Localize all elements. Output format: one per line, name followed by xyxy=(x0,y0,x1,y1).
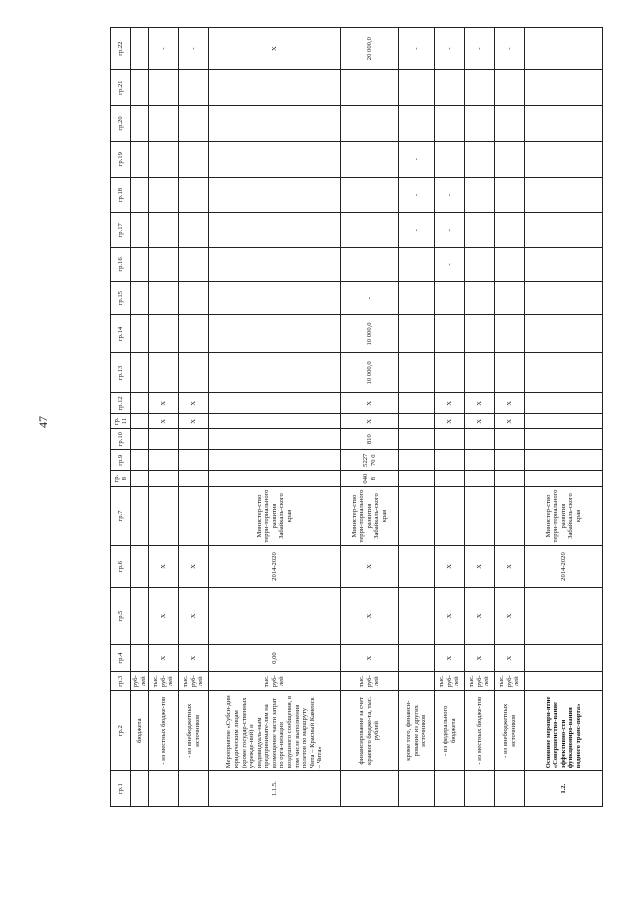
table-row xyxy=(465,28,495,807)
table-cell xyxy=(495,353,525,393)
table-cell: - xyxy=(399,141,435,177)
table-cell xyxy=(131,353,149,393)
table-cell: X xyxy=(179,644,209,671)
header-cell: гр.14 xyxy=(111,315,131,353)
table-cell xyxy=(399,672,435,691)
table-cell: - xyxy=(399,177,435,213)
table-cell: 2014-2020 xyxy=(209,545,341,587)
table-cell xyxy=(209,281,341,315)
table-cell: X xyxy=(465,545,495,587)
table-cell: X xyxy=(435,644,465,671)
table-cell xyxy=(435,771,465,807)
table-cell: Министер-ство терри-ториального развития Забайкаль-ского края xyxy=(209,487,341,546)
header-cell: гр.1 xyxy=(111,771,131,807)
table-cell xyxy=(209,588,341,645)
table-cell xyxy=(131,393,149,414)
table-cell xyxy=(209,70,341,106)
table-cell: X xyxy=(495,644,525,671)
table-cell: - xyxy=(465,28,495,70)
table-cell xyxy=(435,141,465,177)
table-cell xyxy=(179,281,209,315)
table-cell xyxy=(495,471,525,487)
table-cell xyxy=(525,429,603,450)
table-cell xyxy=(525,213,603,248)
table-cell xyxy=(341,213,399,248)
table-row xyxy=(341,28,399,807)
table-cell xyxy=(399,315,435,353)
table-cell xyxy=(525,177,603,213)
table-row xyxy=(525,28,603,807)
table-cell xyxy=(399,487,435,546)
table-cell xyxy=(525,414,603,429)
table-cell xyxy=(399,450,435,471)
table-cell xyxy=(149,70,179,106)
table-cell xyxy=(179,450,209,471)
table-cell xyxy=(131,545,149,587)
table-cell xyxy=(179,213,209,248)
table-cell xyxy=(465,315,495,353)
item-number: 1.1.5. xyxy=(209,771,341,807)
table-cell xyxy=(465,487,495,546)
table-cell: 0,00 xyxy=(209,644,341,671)
table-cell: X xyxy=(149,588,179,645)
table-cell xyxy=(495,450,525,471)
table-cell xyxy=(525,393,603,414)
table-cell xyxy=(149,315,179,353)
header-cell: гр.3 xyxy=(111,672,131,691)
header-cell: гр.21 xyxy=(111,70,131,106)
table-cell: X xyxy=(341,644,399,671)
table-cell xyxy=(495,487,525,546)
table-cell: X xyxy=(465,588,495,645)
table-cell: - из местных бюдже-тов xyxy=(465,691,495,771)
table-cell xyxy=(131,177,149,213)
table-cell: X xyxy=(435,414,465,429)
table-cell: X xyxy=(149,393,179,414)
table-cell xyxy=(149,353,179,393)
table-cell: тыс. руб-лей xyxy=(149,672,179,691)
table-cell xyxy=(131,315,149,353)
header-row xyxy=(111,28,131,807)
table-cell xyxy=(149,471,179,487)
table-cell xyxy=(399,70,435,106)
item-number: 1.2. xyxy=(525,771,603,807)
table-cell xyxy=(149,106,179,142)
table-cell: X xyxy=(465,414,495,429)
table-cell xyxy=(209,106,341,142)
table-cell: X xyxy=(495,393,525,414)
table-cell xyxy=(149,177,179,213)
table-cell xyxy=(149,771,179,807)
table-cell xyxy=(131,106,149,142)
table-cell xyxy=(525,70,603,106)
table-cell: - xyxy=(399,28,435,70)
table-cell: - xyxy=(435,213,465,248)
table-cell xyxy=(131,414,149,429)
table-cell xyxy=(149,281,179,315)
table-cell xyxy=(179,353,209,393)
table-cell xyxy=(495,429,525,450)
table-cell xyxy=(465,177,495,213)
table-cell xyxy=(209,315,341,353)
table-cell: тыс. руб-лей xyxy=(435,672,465,691)
table-cell xyxy=(495,177,525,213)
table-cell: - из внебюджетных источников xyxy=(179,691,209,771)
table-cell xyxy=(131,141,149,177)
table-cell xyxy=(179,429,209,450)
table-cell xyxy=(399,353,435,393)
header-cell: гр.8 xyxy=(111,471,131,487)
table-cell xyxy=(131,450,149,471)
table-cell: X xyxy=(341,545,399,587)
table-cell: Министер-ство терри-ториального развития Забайкаль-ского края xyxy=(525,487,603,546)
table-row xyxy=(435,28,465,807)
table-cell xyxy=(435,487,465,546)
table-cell xyxy=(399,588,435,645)
header-cell: гр.7 xyxy=(111,487,131,546)
table-cell xyxy=(495,70,525,106)
table-cell xyxy=(209,213,341,248)
table-cell xyxy=(209,248,341,282)
table-cell xyxy=(399,429,435,450)
header-cell: гр.12 xyxy=(111,393,131,414)
table-cell xyxy=(435,353,465,393)
table-cell xyxy=(131,248,149,282)
table-cell xyxy=(179,177,209,213)
header-cell: гр.19 xyxy=(111,141,131,177)
table-cell xyxy=(525,315,603,353)
page-number: 47 xyxy=(36,416,50,428)
rotated-table-container xyxy=(110,27,583,807)
table-cell: X xyxy=(209,28,341,70)
table-cell: - xyxy=(435,248,465,282)
table-cell xyxy=(525,644,603,671)
table-cell xyxy=(525,141,603,177)
table-cell xyxy=(149,248,179,282)
header-cell: гр.20 xyxy=(111,106,131,142)
table-cell xyxy=(435,70,465,106)
table-cell: X xyxy=(465,644,495,671)
table-cell: финансирование за счет краевого бюдже-та, тыс. рублей xyxy=(341,691,399,771)
table-cell: X xyxy=(495,545,525,587)
table-cell xyxy=(465,471,495,487)
table-cell: - из федерального бюджета xyxy=(435,691,465,771)
table-cell xyxy=(525,281,603,315)
table-cell: Мероприятие «Субси-дии юридическим лицам (кроме государ-ственных учрежде-ний) и индивидуаль-ным предпринимате-лям на возмещение части затрат по орга-низации воздушного сообщения, в том числе выполнения полетов по маршруту Чита – Красный Каменск – Чита» xyxy=(209,691,341,771)
table-cell xyxy=(131,487,149,546)
table-cell xyxy=(465,141,495,177)
header-cell: гр.9 xyxy=(111,450,131,471)
table-cell xyxy=(465,353,495,393)
table-cell xyxy=(495,141,525,177)
table-cell xyxy=(179,771,209,807)
table-cell: 20 000,0 xyxy=(341,28,399,70)
table-cell: X xyxy=(435,588,465,645)
table-cell xyxy=(131,771,149,807)
table-cell xyxy=(399,771,435,807)
table-cell xyxy=(465,213,495,248)
table-row xyxy=(179,28,209,807)
table-cell xyxy=(149,487,179,546)
table-cell xyxy=(341,248,399,282)
table-cell xyxy=(525,471,603,487)
table-row xyxy=(209,28,341,807)
table-cell: X xyxy=(435,545,465,587)
table-cell xyxy=(179,106,209,142)
table-cell: 10 000,0 xyxy=(341,353,399,393)
table-cell xyxy=(495,281,525,315)
table-cell xyxy=(525,672,603,691)
table-cell xyxy=(495,106,525,142)
table-cell: тыс. руб-лей xyxy=(209,672,341,691)
header-cell: гр.4 xyxy=(111,644,131,671)
header-cell: гр.2 xyxy=(111,691,131,771)
table-cell xyxy=(525,353,603,393)
table-cell: - xyxy=(399,213,435,248)
table-cell xyxy=(149,141,179,177)
table-cell xyxy=(525,28,603,70)
table-cell xyxy=(149,213,179,248)
table-cell: кроме того, финанси-рование из других источников xyxy=(399,691,435,771)
table-cell xyxy=(341,70,399,106)
table-cell xyxy=(399,644,435,671)
table-cell: - xyxy=(179,28,209,70)
table-cell xyxy=(465,771,495,807)
header-cell: гр.22 xyxy=(111,28,131,70)
table-cell xyxy=(131,644,149,671)
header-cell: гр.15 xyxy=(111,281,131,315)
table-cell xyxy=(525,450,603,471)
table-cell: руб-лей xyxy=(131,672,149,691)
program-funding-table xyxy=(110,27,603,807)
header-cell: гр.11 xyxy=(111,414,131,429)
table-cell: X xyxy=(465,393,495,414)
table-cell: 0408 xyxy=(341,471,399,487)
table-cell xyxy=(525,248,603,282)
table-cell xyxy=(341,771,399,807)
table-cell: бюджета xyxy=(131,691,149,771)
table-cell xyxy=(179,70,209,106)
table-cell: X xyxy=(179,588,209,645)
table-cell xyxy=(435,315,465,353)
table-cell: тыс. руб-лей xyxy=(179,672,209,691)
table-cell xyxy=(465,106,495,142)
table-cell: X xyxy=(149,414,179,429)
table-cell: X xyxy=(341,393,399,414)
table-cell: 2014-2020 xyxy=(525,545,603,587)
table-cell: 810 xyxy=(341,429,399,450)
table-cell xyxy=(341,177,399,213)
table-cell xyxy=(131,588,149,645)
table-cell xyxy=(495,315,525,353)
table-cell xyxy=(399,471,435,487)
table-cell xyxy=(435,106,465,142)
table-cell xyxy=(435,471,465,487)
table-cell: - xyxy=(435,177,465,213)
table-cell xyxy=(495,248,525,282)
table-cell xyxy=(435,281,465,315)
header-cell: гр.10 xyxy=(111,429,131,450)
table-cell xyxy=(399,393,435,414)
table-cell xyxy=(495,771,525,807)
table-cell xyxy=(465,450,495,471)
table-cell xyxy=(131,471,149,487)
table-cell xyxy=(209,471,341,487)
table-cell: Основное меропри-ятие «Совершенство-вание эффективно-сти функциониро-вания водного транс-порта» xyxy=(525,691,603,771)
table-cell: X xyxy=(435,393,465,414)
table-cell: X xyxy=(149,545,179,587)
table-cell xyxy=(179,315,209,353)
table-cell xyxy=(399,106,435,142)
table-cell xyxy=(179,141,209,177)
table-cell: X xyxy=(149,644,179,671)
table-cell xyxy=(209,414,341,429)
table-cell xyxy=(525,588,603,645)
table-cell: X xyxy=(179,545,209,587)
table-cell xyxy=(465,248,495,282)
table-cell xyxy=(399,545,435,587)
table-cell: - xyxy=(149,28,179,70)
table-cell: тыс. руб-лей xyxy=(495,672,525,691)
table-cell xyxy=(465,429,495,450)
table-cell: тыс. руб-лей xyxy=(465,672,495,691)
table-cell xyxy=(179,248,209,282)
header-cell: гр.16 xyxy=(111,248,131,282)
table-cell: тыс. руб-лей xyxy=(341,672,399,691)
table-cell: X xyxy=(341,588,399,645)
table-cell xyxy=(465,281,495,315)
table-cell xyxy=(435,429,465,450)
table-cell: - из внебюджетных источников xyxy=(495,691,525,771)
table-cell xyxy=(495,213,525,248)
table-cell xyxy=(399,414,435,429)
table-cell xyxy=(131,429,149,450)
table-cell xyxy=(435,450,465,471)
table-cell xyxy=(399,281,435,315)
table-cell xyxy=(209,353,341,393)
table-cell: - xyxy=(341,281,399,315)
table-cell xyxy=(465,70,495,106)
table-cell: - xyxy=(495,28,525,70)
table-cell xyxy=(149,450,179,471)
table-cell: X xyxy=(179,414,209,429)
table-cell xyxy=(399,248,435,282)
table-cell: - xyxy=(435,28,465,70)
table-cell xyxy=(179,487,209,546)
header-cell: гр.6 xyxy=(111,545,131,587)
table-cell xyxy=(209,393,341,414)
table-cell: X xyxy=(495,588,525,645)
header-cell: гр.5 xyxy=(111,588,131,645)
table-cell xyxy=(209,450,341,471)
header-cell: гр.17 xyxy=(111,213,131,248)
table-cell: 10 000,0 xyxy=(341,315,399,353)
table-cell: Министер-ство терри-ториального развития Забайкаль-ского края xyxy=(341,487,399,546)
table-row xyxy=(149,28,179,807)
table-cell xyxy=(131,213,149,248)
table-cell xyxy=(341,106,399,142)
table-cell: 522770 0 xyxy=(341,450,399,471)
table-cell xyxy=(131,70,149,106)
table-cell xyxy=(179,471,209,487)
table-cell xyxy=(149,429,179,450)
table-cell: X xyxy=(179,393,209,414)
table-cell xyxy=(209,177,341,213)
table-cell xyxy=(525,106,603,142)
table-cell xyxy=(131,281,149,315)
table-cell: X xyxy=(341,414,399,429)
table-cell xyxy=(131,28,149,70)
header-cell: гр.18 xyxy=(111,177,131,213)
table-cell xyxy=(209,141,341,177)
table-cell: - из местных бюдже-тов xyxy=(149,691,179,771)
table-cell xyxy=(209,429,341,450)
table-row xyxy=(131,28,149,807)
table-row xyxy=(495,28,525,807)
header-cell: гр.13 xyxy=(111,353,131,393)
table-cell: X xyxy=(495,414,525,429)
table-row xyxy=(399,28,435,807)
table-cell xyxy=(341,141,399,177)
